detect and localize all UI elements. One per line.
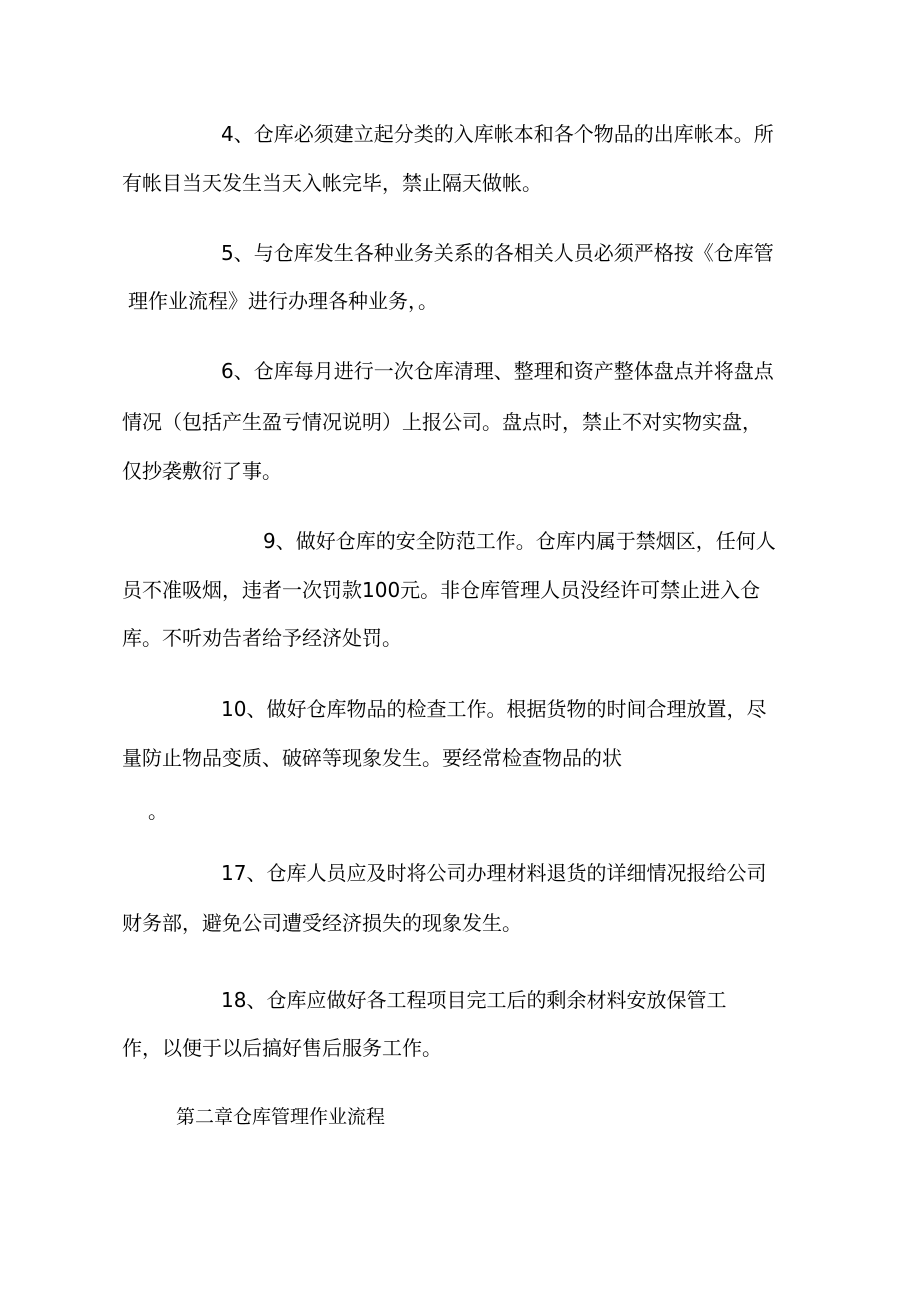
paragraph-10-line-2: 量防止物品变质、破碎等现象发生。要经常检查物品的状 [122, 746, 622, 770]
paragraph-9-line-3: 库。不听劝告者给予经济处罚。 [122, 626, 402, 650]
paragraph-10-line-1: 10、做好仓库物品的检查工作。根据货物的时间合理放置，尽 [221, 697, 767, 721]
paragraph-6-line-2: 情况（包括产生盈亏情况说明）上报公司。盘点时，禁止不对实物实盘， [122, 410, 762, 434]
chapter-heading: 第二章仓库管理作业流程 [176, 1106, 386, 1128]
paragraph-9-line-1: 9、做好仓库的安全防范工作。仓库内属于禁烟区，任何人 [263, 529, 776, 553]
paragraph-17-line-2: 财务部，避免公司遭受经济损失的现象发生。 [122, 911, 522, 935]
paragraph-6-line-1: 6、仓库每月进行一次仓库清理、整理和资产整体盘点并将盘点 [221, 359, 774, 383]
paragraph-5-line-1: 5、与仓库发生各种业务关系的各相关人员必须严格按《仓库管 [221, 241, 774, 265]
paragraph-4-line-1: 4、仓库必须建立起分类的入库帐本和各个物品的出库帐本。所 [221, 122, 774, 146]
paragraph-4-line-2: 有帐目当天发生当天入帐完毕，禁止隔天做帐。 [122, 171, 542, 195]
paragraph-9-line-2: 员不准吸烟，违者一次罚款100元。非仓库管理人员没经许可禁止进入仓 [122, 578, 761, 602]
paragraph-5-line-2: 理作业流程》进行办理各种业务，。 [128, 289, 438, 313]
paragraph-18-line-2: 作，以便于以后搞好售后服务工作。 [122, 1036, 442, 1060]
paragraph-17-line-1: 17、仓库人员应及时将公司办理材料退货的详细情况报给公司 [221, 861, 767, 885]
paragraph-18-line-1: 18、仓库应做好各工程项目完工后的剩余材料安放保管工 [221, 988, 727, 1012]
paragraph-10-line-3: 。 [148, 799, 168, 823]
paragraph-6-line-3: 仅抄袭敷衍了事。 [122, 459, 282, 483]
